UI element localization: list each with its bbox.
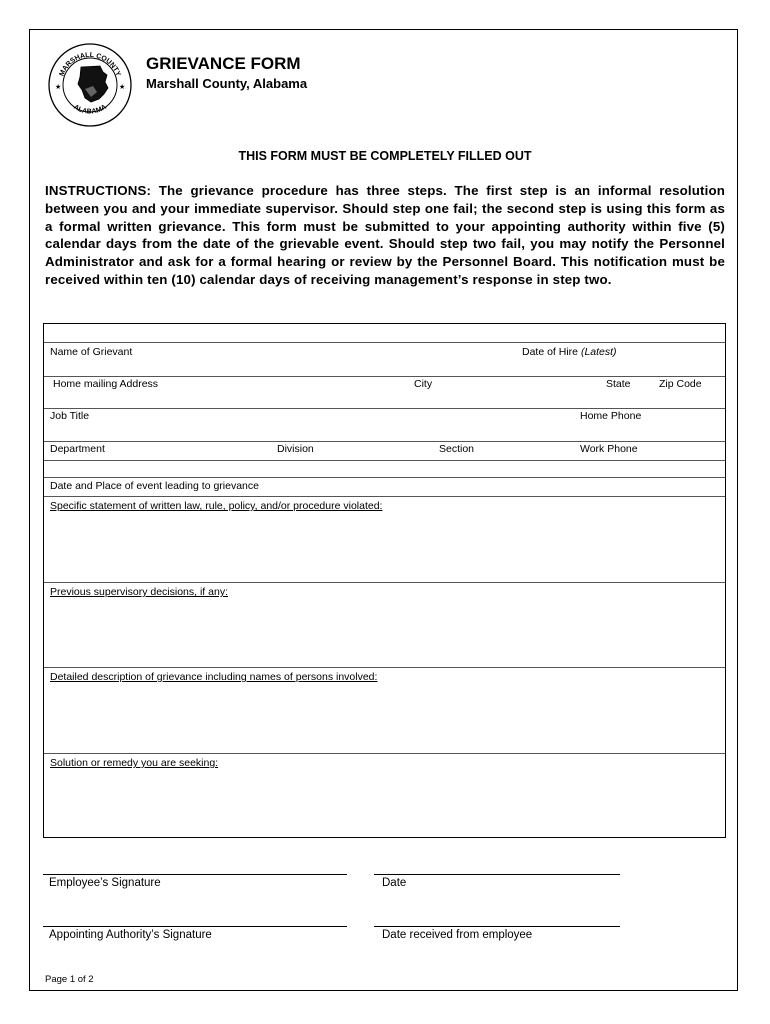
form-divider xyxy=(44,496,725,497)
state-label: State xyxy=(606,378,631,390)
department-label: Department xyxy=(50,443,105,455)
event-date-place-label: Date and Place of event leading to grievance xyxy=(50,480,259,492)
job-title-label: Job Title xyxy=(50,410,90,422)
division-label: Division xyxy=(277,443,314,455)
form-divider xyxy=(44,753,725,754)
form-divider xyxy=(44,441,725,442)
form-divider xyxy=(44,477,725,478)
form-subtitle: Marshall County, Alabama xyxy=(146,76,308,91)
date-of-hire-note: (Latest) xyxy=(580,346,617,358)
svg-text:MARSHALL COUNTY: MARSHALL COUNTY xyxy=(58,51,122,78)
authority-signature-label: Appointing Authority’s Signature xyxy=(49,929,212,941)
home-address-label: Home mailing Address xyxy=(53,378,159,390)
instructions-paragraph: INSTRUCTIONS: The grievance procedure has three steps. The first step is an informal resolution between you and your immediate supervisor. Should step one fail; the second step is using this form as a formal written grievance. This form must be submitted to your appointing authority within five (5) calendar days from the date of the grievable event. Should step two fail, you may notify the Personnel Administrator and ask for a formal hearing or review by the Personnel Board. This notification must be received within ten (10) calendar days of receiving management’s response in step two. xyxy=(45,183,725,287)
home-phone-label: Home Phone xyxy=(580,410,642,422)
date-of-hire-text: Date of Hire xyxy=(522,346,579,358)
page-number: Page 1 of 2 xyxy=(45,974,94,985)
section-label: Section xyxy=(439,443,475,455)
form-divider xyxy=(44,376,725,377)
date-received-line[interactable] xyxy=(374,926,620,927)
name-of-grievant-label: Name of Grievant xyxy=(50,346,133,358)
form-divider xyxy=(44,342,725,343)
form-divider xyxy=(44,408,725,409)
date-received-label: Date received from employee xyxy=(382,929,533,941)
svg-text:★: ★ xyxy=(119,83,126,91)
grievance-description-label: Detailed description of grievance including names of persons involved: xyxy=(50,671,378,683)
work-phone-label: Work Phone xyxy=(580,443,638,455)
svg-text:★: ★ xyxy=(55,83,62,91)
county-seal-logo xyxy=(47,42,133,128)
remedy-sought-label: Solution or remedy you are seeking: xyxy=(50,757,219,769)
form-divider xyxy=(44,667,725,668)
form-divider xyxy=(44,582,725,583)
form-title: GRIEVANCE FORM xyxy=(146,54,301,73)
completion-notice: THIS FORM MUST BE COMPLETELY FILLED OUT xyxy=(238,149,532,163)
date-line[interactable] xyxy=(374,874,620,875)
svg-text:ALABAMA: ALABAMA xyxy=(72,103,108,116)
form-divider xyxy=(44,460,725,461)
employee-signature-line[interactable] xyxy=(43,874,347,875)
authority-signature-line[interactable] xyxy=(43,926,347,927)
city-label: City xyxy=(414,378,433,390)
date-label: Date xyxy=(382,877,407,889)
grievance-form-table xyxy=(43,323,726,838)
employee-signature-label: Employee’s Signature xyxy=(49,877,161,889)
statement-violated-label: Specific statement of written law, rule, policy, and/or procedure violated: xyxy=(50,500,383,512)
previous-decisions-label: Previous supervisory decisions, if any: xyxy=(50,586,228,598)
zip-code-label: Zip Code xyxy=(659,378,702,390)
date-of-hire-label xyxy=(522,346,617,358)
